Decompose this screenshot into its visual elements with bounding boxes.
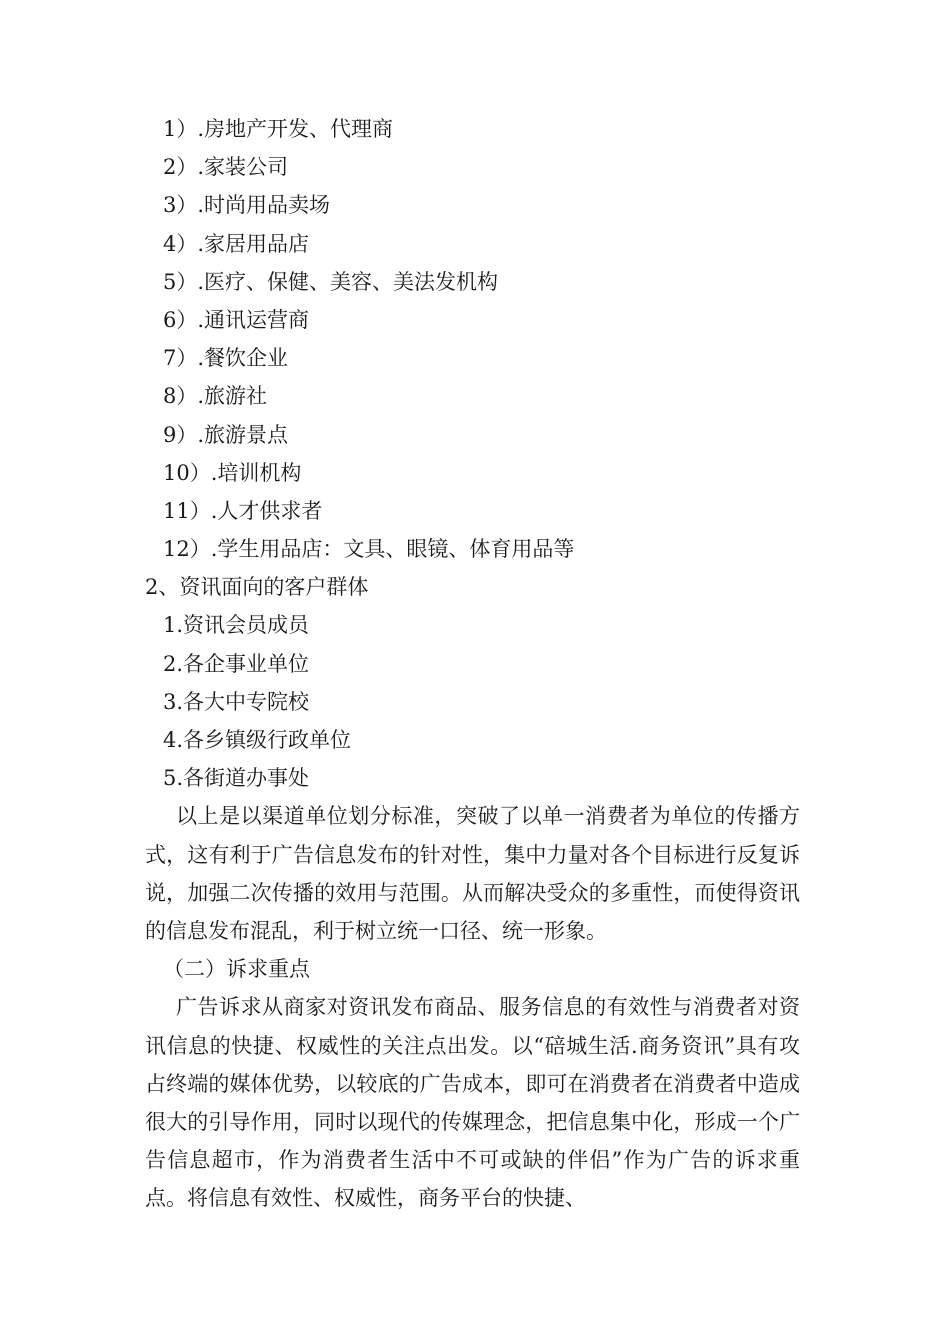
- list-item: 6）.通讯运营商: [163, 307, 310, 332]
- customer-group-list: [145, 606, 800, 797]
- list-item: 2）.家装公司: [163, 155, 289, 180]
- list-item: 4）.家居用品店: [163, 231, 310, 256]
- list-item: 12）.学生用品店：文具、眼镜、体育用品等: [163, 537, 575, 562]
- list-item: 11）.人才供求者: [163, 498, 323, 523]
- list-item: 3.各大中专院校: [163, 689, 310, 714]
- list-item: 9）.旅游景点: [163, 422, 289, 447]
- list-item: 1.资讯会员成员: [163, 613, 310, 638]
- list-item: 1）.房地产开发、代理商: [163, 117, 394, 141]
- list-item: 7）.餐饮企业: [163, 346, 289, 371]
- group-heading: 2、资讯面向的客户群体: [145, 575, 369, 600]
- list-item: 5）.医疗、保健、美容、美法发机构: [163, 269, 499, 294]
- list-item: 8）.旅游社: [163, 384, 268, 409]
- body-paragraph: 以上是以渠道单位划分标准，突破了以单一消费者为单位的传播方式，这有利于广告信息发布的针对性，集中力量对各个目标进行反复诉说，加强二次传播的效用与范围。从而解决受众的多重性，而使得资讯的信息发布混乱，利于树立统一口径、统一形象。: [145, 804, 800, 943]
- list-item: 5.各街道办事处: [163, 766, 310, 791]
- list-item: 10）.培训机构: [163, 460, 302, 485]
- list-item: 2.各企事业单位: [163, 651, 310, 676]
- category-list: [145, 110, 800, 568]
- section-heading: （二）诉求重点: [163, 957, 310, 982]
- body-paragraph: 广告诉求从商家对资讯发布商品、服务信息的有效性与消费者对资讯信息的快捷、权威性的关注点出发。以“碚城生活.商务资讯”具有攻占终端的媒体优势，以较底的广告成本，即可在消费者在消费者中造成很大的引导作用，同时以现代的传媒理念，把信息集中化，形成一个广告信息超市，作为消费者生活中不可或缺的伴侣”作为广告的诉求重点。将信息有效性、权威性，商务平台的快捷、: [145, 995, 800, 1211]
- list-item: 3）.时尚用品卖场: [163, 193, 331, 218]
- list-item: 4.各乡镇级行政单位: [163, 728, 352, 752]
